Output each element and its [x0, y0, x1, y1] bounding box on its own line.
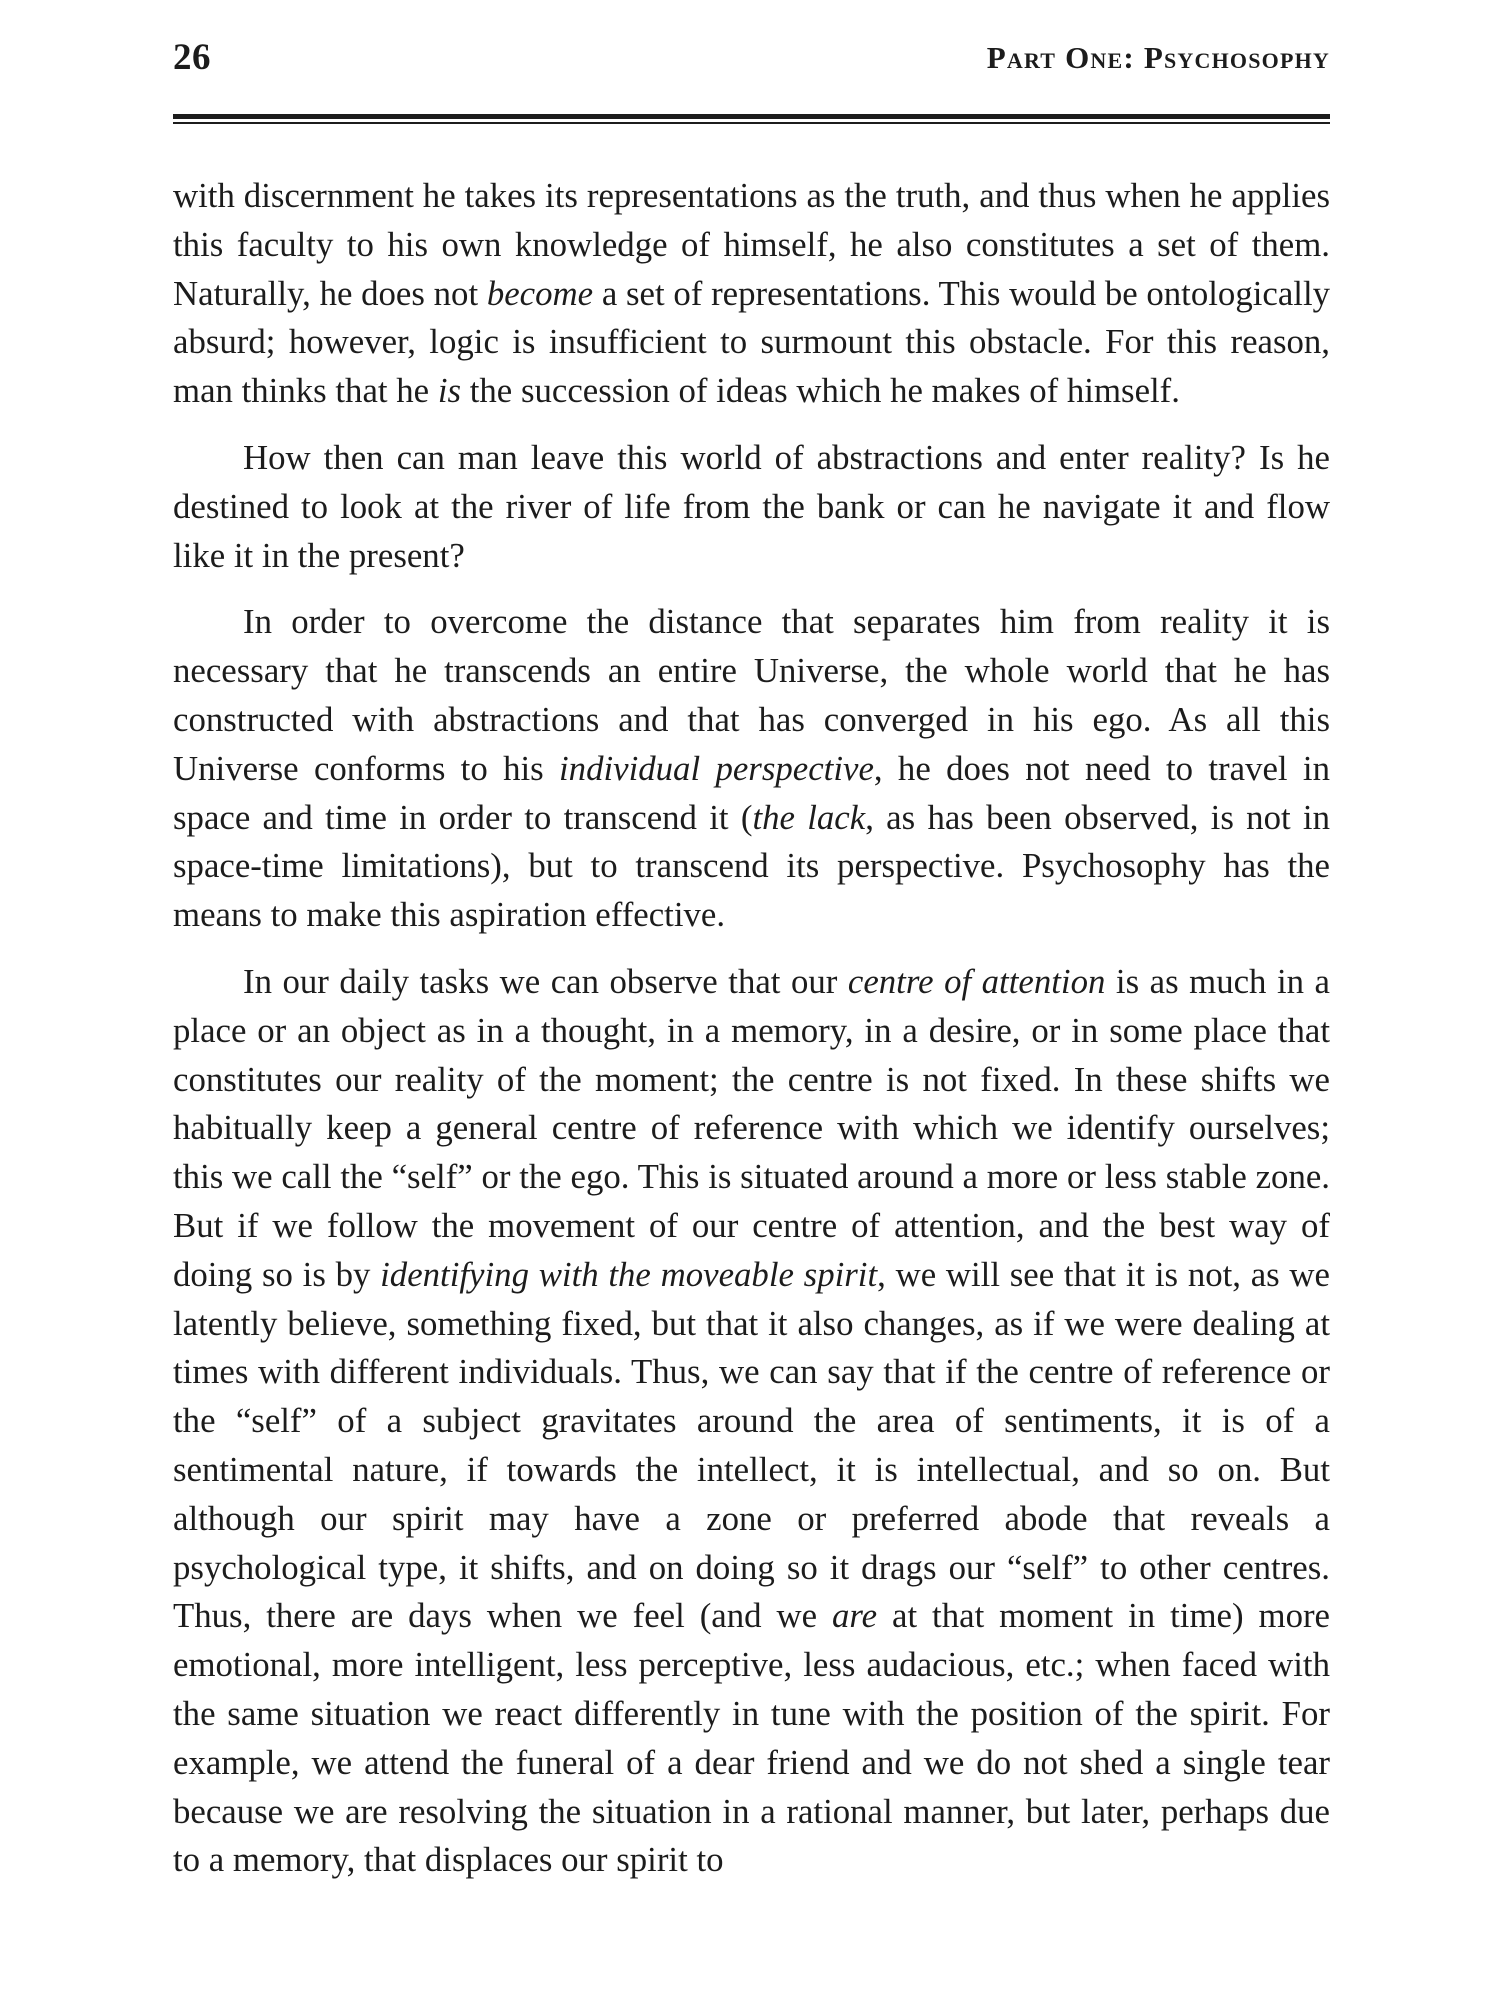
text-run: How then can man leave this world of abstractions and enter reality? Is he destined to look at the river of life from the bank or can he navigate it and flow like it in the present? — [173, 437, 1330, 575]
running-title: Part One: Psychosophy — [986, 40, 1330, 75]
text-run: In order to overcome the distance that separates him from reality it is necessary that he transcends an entire Universe, the whole world that he has constructed with abstractions and that has converged in his ego. As all this Universe conforms to his — [173, 602, 1330, 788]
header-rule-thin — [173, 122, 1330, 124]
italic-text: is — [437, 371, 462, 411]
italic-text: identifying with the moveable spirit — [380, 1254, 878, 1294]
text-run: , we will see that it is not, as we latently believe, something fixed, but that it also changes, as if we were dealing at times with different individuals. Thus, we can say that if the centre of reference or the “self” of a subject gravitates around the area of sentiments, it is of a sentimental nature, if towards the intellect, it is intellectual, and so on. But although our spirit may have a zone or preferred abode that reveals a psychological type, it shifts, and on doing so it drags our “self” to other centres. Thus, there are days when we feel (and we — [173, 1254, 1331, 1636]
text-run: the succession of ideas which he makes of himself. — [461, 371, 1180, 411]
paragraph — [173, 958, 1330, 1885]
running-header — [173, 30, 1330, 90]
text-run: In our daily tasks we can observe that our — [243, 961, 848, 1001]
body-text — [173, 172, 1330, 1885]
header-rule-thick — [173, 114, 1330, 119]
text-run: is as much in a place or an object as in a thought, in a memory, in a desire, or in some place that constitutes our reality of the moment; the centre is not fixed. In these shifts we habitually keep a general centre of reference with which we identify ourselves; this we call the “self” or the ego. This is situated around a more or less stable zone. But if we follow the movement of our centre of attention, and the best way of doing so is by — [173, 961, 1331, 1294]
text-run: at that moment in time) more emotional, more intelligent, less perceptive, less audacious, etc.; when faced with the same situation we react differently in tune with the position of the spirit. For example, we attend the funeral of a dear friend and we do not shed a single tear because we are resolving the situation in a rational manner, but later, perhaps due to a memory, that displaces our spirit to — [173, 1596, 1330, 1880]
paragraph — [173, 598, 1330, 940]
text-run: with discernment he takes its representations as the truth, and thus when he applies this faculty to his own knowledge of himself, he also constitutes a set of them. Naturally, he does not — [173, 176, 1330, 313]
italic-text: the lack — [752, 797, 866, 837]
text-run: , as has been observed, is not in space-time limitations), but to transcend its perspective. Psychosophy has the means to make this aspiration effective. — [173, 797, 1330, 935]
italic-text: are — [831, 1596, 878, 1636]
book-page — [173, 30, 1330, 1885]
italic-text: centre of attention — [847, 961, 1106, 1001]
paragraph — [173, 172, 1330, 416]
italic-text: become — [486, 273, 594, 313]
italic-text: individual perspective — [559, 748, 874, 788]
paragraph — [173, 434, 1330, 580]
text-run: , he does not need to travel in space and time in order to transcend it ( — [173, 748, 1330, 837]
page-number: 26 — [173, 37, 211, 78]
text-run: a set of representations. This would be ontologically absurd; however, logic is insufficient to surmount this obstacle. For this reason, man thinks that he — [173, 273, 1331, 411]
